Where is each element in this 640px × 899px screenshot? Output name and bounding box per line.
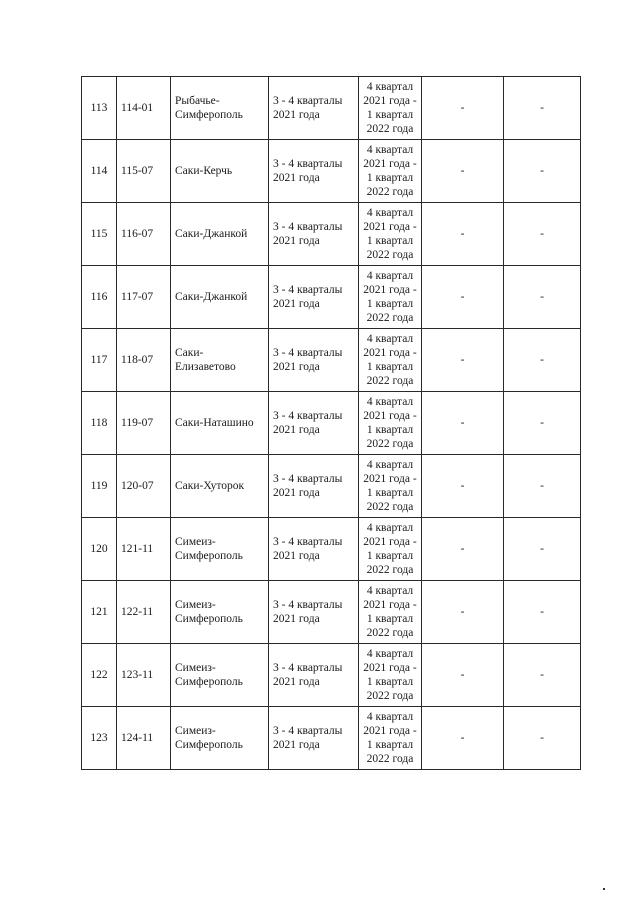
end-period-cell <box>359 455 422 518</box>
start-period-cell-line: 3 - 4 кварталы <box>273 158 343 170</box>
table-row <box>82 644 581 707</box>
end-period-cell-line: 2021 года - <box>363 662 417 674</box>
end-period-cell <box>359 329 422 392</box>
route-name-cell <box>171 266 269 329</box>
start-period-cell-line: 2021 года <box>273 298 320 310</box>
column-7-cell: - <box>504 266 581 329</box>
start-period-cell-line: 3 - 4 кварталы <box>273 221 343 233</box>
start-period-cell <box>269 329 359 392</box>
row-number-cell: 121 <box>82 581 117 644</box>
start-period-cell <box>269 266 359 329</box>
route-name-cell-line: Саки-Хуторок <box>175 480 245 492</box>
row-number-cell: 119 <box>82 455 117 518</box>
end-period-cell-line: 2022 года <box>366 627 414 639</box>
end-period-cell-line: 2021 года - <box>363 410 417 422</box>
end-period-cell <box>359 707 422 770</box>
end-period-cell-line: 1 квартал <box>366 550 414 562</box>
start-period-cell-line: 2021 года <box>273 361 320 373</box>
start-period-cell-line: 2021 года <box>273 109 320 121</box>
start-period-cell-line: 2021 года <box>273 235 320 247</box>
start-period-cell <box>269 392 359 455</box>
route-name-cell <box>171 644 269 707</box>
start-period-cell-line: 2021 года <box>273 487 320 499</box>
start-period-cell <box>269 707 359 770</box>
table-row <box>82 581 581 644</box>
table-row <box>82 329 581 392</box>
table-row <box>82 77 581 140</box>
start-period-cell-line: 3 - 4 кварталы <box>273 662 343 674</box>
start-period-cell-line: 3 - 4 кварталы <box>273 410 343 422</box>
route-name-cell <box>171 77 269 140</box>
column-7-cell: - <box>504 77 581 140</box>
route-name-cell-line: Саки-Наташино <box>175 417 254 429</box>
start-period-cell-line: 3 - 4 кварталы <box>273 599 343 611</box>
column-6-cell: - <box>422 644 504 707</box>
column-7-cell: - <box>504 329 581 392</box>
row-number-cell: 120 <box>82 518 117 581</box>
end-period-cell <box>359 266 422 329</box>
start-period-cell-line: 2021 года <box>273 550 320 562</box>
end-period-cell-line: 2022 года <box>366 375 414 387</box>
table-row <box>82 518 581 581</box>
end-period-cell-line: 4 квартал <box>366 648 414 660</box>
end-period-cell-line: 1 квартал <box>366 739 414 751</box>
column-7-cell: - <box>504 392 581 455</box>
row-number-cell: 123 <box>82 707 117 770</box>
routes-schedule-table <box>81 76 581 770</box>
column-7-cell: - <box>504 581 581 644</box>
column-7-cell: - <box>504 518 581 581</box>
end-period-cell <box>359 581 422 644</box>
end-period-cell <box>359 644 422 707</box>
start-period-cell-line: 2021 года <box>273 172 320 184</box>
end-period-cell-line: 2022 года <box>366 186 414 198</box>
table-row <box>82 455 581 518</box>
end-period-cell-line: 2022 года <box>366 501 414 513</box>
column-6-cell: - <box>422 518 504 581</box>
end-period-cell-line: 4 квартал <box>366 270 414 282</box>
end-period-cell <box>359 203 422 266</box>
end-period-cell-line: 2021 года - <box>363 725 417 737</box>
row-number-cell: 114 <box>82 140 117 203</box>
start-period-cell-line: 2021 года <box>273 424 320 436</box>
end-period-cell-line: 1 квартал <box>366 298 414 310</box>
column-7-cell: - <box>504 644 581 707</box>
route-name-cell-line: Симеиз- <box>175 536 216 548</box>
route-name-cell <box>171 581 269 644</box>
column-6-cell: - <box>422 203 504 266</box>
start-period-cell-line: 3 - 4 кварталы <box>273 473 343 485</box>
route-code-cell: 123-11 <box>117 644 171 707</box>
column-6-cell: - <box>422 707 504 770</box>
end-period-cell-line: 1 квартал <box>366 487 414 499</box>
route-code-cell: 122-11 <box>117 581 171 644</box>
end-period-cell-line: 2022 года <box>366 123 414 135</box>
start-period-cell <box>269 518 359 581</box>
end-period-cell-line: 2022 года <box>366 564 414 576</box>
end-period-cell-line: 2022 года <box>366 312 414 324</box>
table-row <box>82 140 581 203</box>
start-period-cell-line: 3 - 4 кварталы <box>273 95 343 107</box>
start-period-cell-line: 2021 года <box>273 739 320 751</box>
end-period-cell-line: 4 квартал <box>366 144 414 156</box>
end-period-cell-line: 4 квартал <box>366 333 414 345</box>
start-period-cell <box>269 644 359 707</box>
end-period-cell-line: 2021 года - <box>363 347 417 359</box>
end-period-cell <box>359 140 422 203</box>
row-number-cell: 116 <box>82 266 117 329</box>
end-period-cell-line: 1 квартал <box>366 172 414 184</box>
end-period-cell <box>359 518 422 581</box>
route-code-cell: 118-07 <box>117 329 171 392</box>
route-code-cell: 119-07 <box>117 392 171 455</box>
route-name-cell-line: Саки-Елизаветово <box>175 347 236 373</box>
end-period-cell-line: 2022 года <box>366 438 414 450</box>
end-period-cell-line: 2021 года - <box>363 95 417 107</box>
column-7-cell: - <box>504 140 581 203</box>
end-period-cell-line: 1 квартал <box>366 613 414 625</box>
scan-speck <box>603 888 605 890</box>
row-number-cell: 117 <box>82 329 117 392</box>
end-period-cell-line: 1 квартал <box>366 676 414 688</box>
end-period-cell-line: 2021 года - <box>363 158 417 170</box>
column-6-cell: - <box>422 455 504 518</box>
route-name-cell <box>171 518 269 581</box>
end-period-cell-line: 2022 года <box>366 753 414 765</box>
table-body <box>82 77 581 770</box>
row-number-cell: 122 <box>82 644 117 707</box>
start-period-cell <box>269 203 359 266</box>
column-6-cell: - <box>422 266 504 329</box>
column-6-cell: - <box>422 77 504 140</box>
end-period-cell-line: 1 квартал <box>366 424 414 436</box>
end-period-cell-line: 2022 года <box>366 690 414 702</box>
end-period-cell-line: 2021 года - <box>363 221 417 233</box>
route-name-cell <box>171 455 269 518</box>
end-period-cell-line: 1 квартал <box>366 361 414 373</box>
route-name-cell-line: Симферополь <box>175 550 243 562</box>
column-7-cell: - <box>504 707 581 770</box>
column-6-cell: - <box>422 581 504 644</box>
route-name-cell <box>171 707 269 770</box>
start-period-cell-line: 2021 года <box>273 613 320 625</box>
end-period-cell-line: 4 квартал <box>366 459 414 471</box>
route-name-cell-line: Симферополь <box>175 613 243 625</box>
start-period-cell-line: 2021 года <box>273 676 320 688</box>
end-period-cell-line: 1 квартал <box>366 235 414 247</box>
end-period-cell-line: 1 квартал <box>366 109 414 121</box>
start-period-cell <box>269 455 359 518</box>
end-period-cell-line: 2021 года - <box>363 536 417 548</box>
route-name-cell <box>171 140 269 203</box>
route-name-cell-line: Симферополь <box>175 739 243 751</box>
end-period-cell-line: 4 квартал <box>366 711 414 723</box>
route-name-cell-line: Симеиз- <box>175 725 216 737</box>
start-period-cell <box>269 140 359 203</box>
start-period-cell-line: 3 - 4 кварталы <box>273 725 343 737</box>
route-code-cell: 116-07 <box>117 203 171 266</box>
route-code-cell: 114-01 <box>117 77 171 140</box>
end-period-cell-line: 2021 года - <box>363 284 417 296</box>
column-6-cell: - <box>422 329 504 392</box>
column-7-cell: - <box>504 455 581 518</box>
start-period-cell-line: 3 - 4 кварталы <box>273 536 343 548</box>
end-period-cell-line: 4 квартал <box>366 207 414 219</box>
column-6-cell: - <box>422 140 504 203</box>
start-period-cell-line: 3 - 4 кварталы <box>273 284 343 296</box>
route-name-cell-line: Симеиз- <box>175 662 216 674</box>
route-name-cell-line: Саки-Джанкой <box>175 291 248 303</box>
table-row <box>82 707 581 770</box>
route-code-cell: 124-11 <box>117 707 171 770</box>
end-period-cell-line: 4 квартал <box>366 522 414 534</box>
end-period-cell-line: 4 квартал <box>366 585 414 597</box>
route-code-cell: 115-07 <box>117 140 171 203</box>
route-code-cell: 117-07 <box>117 266 171 329</box>
end-period-cell <box>359 77 422 140</box>
route-name-cell-line: Симферополь <box>175 676 243 688</box>
table-row <box>82 392 581 455</box>
start-period-cell <box>269 77 359 140</box>
column-7-cell: - <box>504 203 581 266</box>
route-name-cell <box>171 203 269 266</box>
route-name-cell-line: Саки-Джанкой <box>175 228 248 240</box>
route-name-cell-line: Саки-Керчь <box>175 165 233 177</box>
row-number-cell: 118 <box>82 392 117 455</box>
end-period-cell-line: 4 квартал <box>366 81 414 93</box>
end-period-cell-line: 2021 года - <box>363 599 417 611</box>
column-6-cell: - <box>422 392 504 455</box>
table-row <box>82 203 581 266</box>
route-code-cell: 121-11 <box>117 518 171 581</box>
route-name-cell <box>171 392 269 455</box>
route-code-cell: 120-07 <box>117 455 171 518</box>
route-name-cell-line: Симеиз- <box>175 599 216 611</box>
end-period-cell <box>359 392 422 455</box>
table-row <box>82 266 581 329</box>
row-number-cell: 115 <box>82 203 117 266</box>
route-name-cell <box>171 329 269 392</box>
end-period-cell-line: 4 квартал <box>366 396 414 408</box>
start-period-cell-line: 3 - 4 кварталы <box>273 347 343 359</box>
end-period-cell-line: 2021 года - <box>363 473 417 485</box>
route-name-cell-line: Рыбачье- <box>175 95 220 107</box>
start-period-cell <box>269 581 359 644</box>
route-name-cell-line: Симферополь <box>175 109 243 121</box>
end-period-cell-line: 2022 года <box>366 249 414 261</box>
row-number-cell: 113 <box>82 77 117 140</box>
